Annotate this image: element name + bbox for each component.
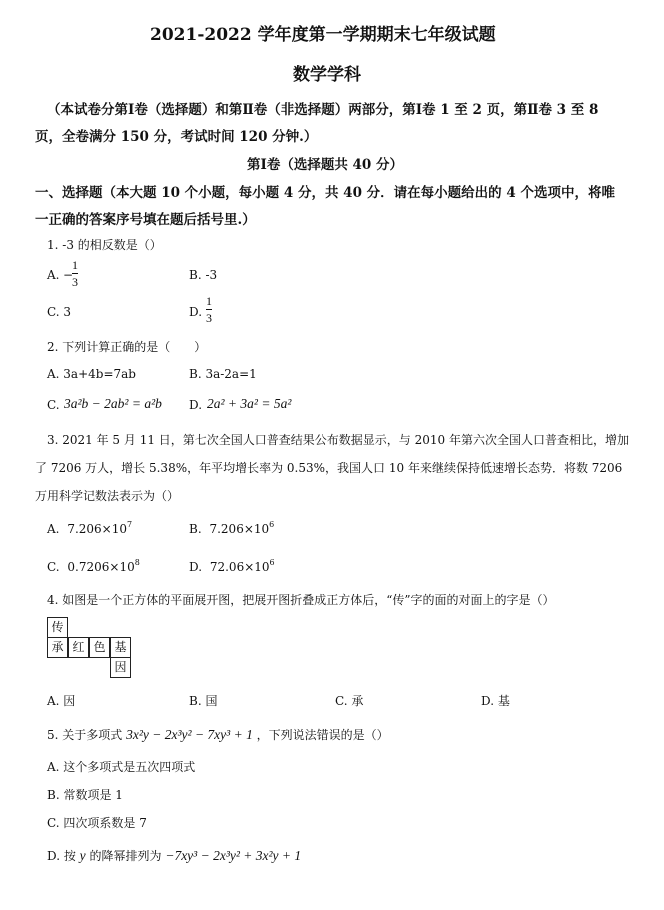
q5-option-d-mid: 的降幂排列为 xyxy=(89,849,162,863)
fraction-bar xyxy=(206,309,212,310)
option-label: A. xyxy=(47,522,60,536)
q2-stem: 2. 下列计算正确的是（ ） xyxy=(47,340,207,354)
net-cell: 色 xyxy=(89,637,110,658)
q1-stem: 1. -3 的相反数是（） xyxy=(47,238,162,252)
option-label: B. xyxy=(189,522,202,536)
q4-stem: 4. 如图是一个正方体的平面展开图，把展开图折叠成正方体后，“传”字的面的对面上的字是（） xyxy=(47,593,555,607)
instructions-line-1: （本试卷分第Ⅰ卷（选择题）和第Ⅱ卷（非选择题）两部分，第Ⅰ卷 1 至 2 页，第Ⅱ卷 3 至 8 xyxy=(47,102,599,118)
q2-option-c-expression: 3a²b − 2ab² = a²b xyxy=(64,396,162,411)
cube-net-diagram xyxy=(47,617,133,681)
q3-option-b xyxy=(189,520,274,536)
net-cell: 基 xyxy=(110,637,131,658)
section-heading-line-1: 一、选择题（本大题 10 个小题，每小题 4 分，共 40 分．请在每小题给出的 4 个选项中，将唯 xyxy=(35,185,615,201)
q4-option-d: D. 基 xyxy=(481,694,510,708)
q2-option-d-expression: 2a² + 3a² = 5a² xyxy=(207,396,292,411)
part1-title: 第Ⅰ卷（选择题共 40 分） xyxy=(247,157,404,173)
q3-option-d xyxy=(189,558,275,574)
q3-option-c xyxy=(47,558,140,574)
option-label: C. xyxy=(47,560,60,574)
subject-title: 数学学科 xyxy=(293,65,361,85)
q3-stem-line-3: 万用科学记数法表示为（） xyxy=(35,489,180,503)
sci-base: 0.7206×10 xyxy=(67,560,135,574)
q1-option-b: B. -3 xyxy=(189,268,218,282)
q4-option-b: B. 国 xyxy=(189,694,218,708)
q2-option-d-label: D. xyxy=(189,398,203,412)
sci-exponent: 7 xyxy=(127,520,133,529)
q5-option-d-expression: −7xy³ − 2x³y² + 3x²y + 1 xyxy=(165,848,302,863)
fraction-numerator: 1 xyxy=(72,258,78,272)
q1-option-d-fraction xyxy=(206,294,212,325)
q4-option-c: C. 承 xyxy=(335,694,364,708)
net-cell: 因 xyxy=(110,657,131,678)
fraction-bar xyxy=(72,273,78,274)
q5-option-c: C. 四次项系数是 7 xyxy=(47,816,147,830)
fraction-numerator: 1 xyxy=(206,294,212,308)
q1-option-d-label: D. xyxy=(189,305,203,319)
sci-exponent: 8 xyxy=(134,558,140,567)
q5-option-d-prefix: D. 按 xyxy=(47,849,76,863)
q5-option-d-variable: y xyxy=(79,848,86,863)
q5-option-d xyxy=(47,847,301,864)
q4-option-a: A. 因 xyxy=(47,694,76,708)
sci-base: 7.206×10 xyxy=(67,522,127,536)
q5-stem-prefix: 5. 关于多项式 xyxy=(47,728,123,742)
option-label: D. xyxy=(189,560,203,574)
net-cell: 传 xyxy=(47,617,68,638)
q3-option-a xyxy=(47,520,132,536)
q1-option-a-label: A. xyxy=(47,268,60,282)
instructions-line-2: 页，全卷满分 150 分，考试时间 120 分钟.） xyxy=(35,129,318,145)
sci-base: 7.206×10 xyxy=(209,522,270,536)
q5-stem-suffix: ，下列说法错误的是（） xyxy=(256,728,389,742)
q5-option-b: B. 常数项是 1 xyxy=(47,788,123,802)
fraction-denominator: 3 xyxy=(206,311,212,325)
q2-option-c-label: C. xyxy=(47,398,60,412)
q2-option-a: A. 3a+4b=7ab xyxy=(47,367,136,381)
sci-base: 72.06×10 xyxy=(209,560,270,574)
sci-exponent: 6 xyxy=(269,520,275,529)
q5-polynomial: 3x²y − 2x³y² − 7xy³ + 1 xyxy=(126,727,253,742)
net-cell: 红 xyxy=(68,637,89,658)
q2-option-b: B. 3a-2a=1 xyxy=(189,367,257,381)
q5-option-a: A. 这个多项式是五次四项式 xyxy=(47,760,196,774)
q1-option-c: C. 3 xyxy=(47,305,72,319)
q3-stem-line-1: 3. 2021 年 5 月 11 日，第七次全国人口普查结果公布数据显示，与 2010 年第六次全国人口普查相比，增加 xyxy=(47,433,629,447)
q5-stem xyxy=(47,726,389,743)
section-heading-line-2: 一正确的答案序号填在题后括号里.） xyxy=(35,212,256,228)
q1-option-a-sign: − xyxy=(63,268,74,282)
fraction-denominator: 3 xyxy=(72,275,78,289)
net-cell: 承 xyxy=(47,637,68,658)
q1-option-a-fraction xyxy=(72,258,78,289)
sci-exponent: 6 xyxy=(269,558,275,567)
q3-stem-line-2: 了 7206 万人，增长 5.38%，年平均增长率为 0.53%，我国人口 10 年来继续保持低速增长态势．将数 7206 xyxy=(35,461,623,475)
exam-title: 2021-2022 学年度第一学期期末七年级试题 xyxy=(150,25,496,45)
